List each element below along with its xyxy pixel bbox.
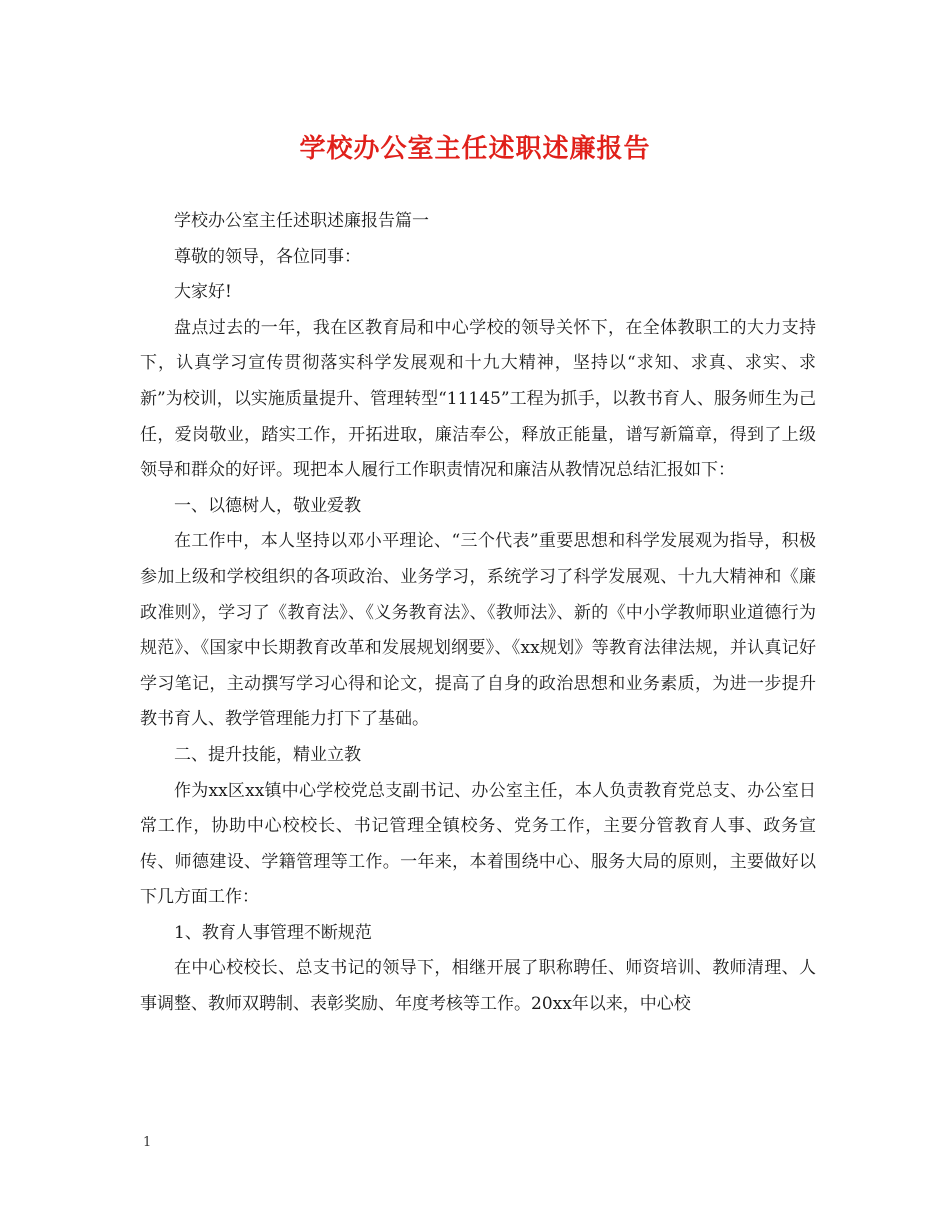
subsection-heading-1: 1、教育人事管理不断规范 [174, 922, 372, 943]
document-body [140, 204, 816, 1023]
section-heading-2: 二、提升技能，精业立教 [174, 744, 361, 765]
paragraph-section-1: 在工作中，本人坚持以邓小平理论、“三个代表”重要思想和科学发展观为指导，积极参加上级和学校组织的各项政治、业务学习，系统学习了科学发展观、十九大精神和《廉政准则》，学习了《教育法》、《义务教育法》、《教师法》、新的《中小学教师职业道德行为规范》、《国家中长期教育改革和发展规划纲要》、《xx规划》等教育法律法规，并认真记好学习笔记，主动撰写学习心得和论文，提高了自身的政治思想和业务素质，为进一步提升教书育人、教学管理能力打下了基础。 [140, 531, 816, 730]
document-title: 学校办公室主任述职述廉报告 [299, 134, 651, 164]
paragraph-salutation: 尊敬的领导，各位同事： [174, 246, 361, 267]
section-heading-1: 一、以德树人，敬业爱教 [174, 495, 361, 516]
paragraph-section-2: 作为xx区xx镇中心学校党总支副书记、办公室主任，本人负责教育党总支、办公室日常工作，协助中心校校长、书记管理全镇校务、党务工作，主要分管教育人事、政务宣传、师德建设、学籍管理等工作。一年来，本着围绕中心、服务大局的原则，主要做好以下几方面工作： [140, 780, 816, 908]
paragraph-subsection-1: 在中心校校长、总支书记的领导下，相继开展了职称聘任、师资培训、教师清理、人事调整、教师双聘制、表彰奖励、年度考核等工作。20xx年以来，中心校 [140, 958, 816, 1015]
paragraph-intro: 盘点过去的一年，我在区教育局和中心学校的领导关怀下，在全体教职工的大力支持下，认真学习宣传贯彻落实科学发展观和十九大精神，坚持以“求知、求真、求实、求新”为校训，以实施质量提升、管理转型“11145”工程为抓手，以教书育人、服务师生为己任，爱岗敬业，踏实工作，开拓进取，廉洁奉公，释放正能量，谱写新篇章，得到了上级领导和群众的好评。现把本人履行工作职责情况和廉洁从教情况总结汇报如下： [140, 317, 816, 481]
paragraph-heading: 学校办公室主任述职述廉报告篇一 [174, 211, 429, 231]
page-number: 1 [143, 1135, 152, 1150]
paragraph-greeting: 大家好! [174, 282, 232, 303]
